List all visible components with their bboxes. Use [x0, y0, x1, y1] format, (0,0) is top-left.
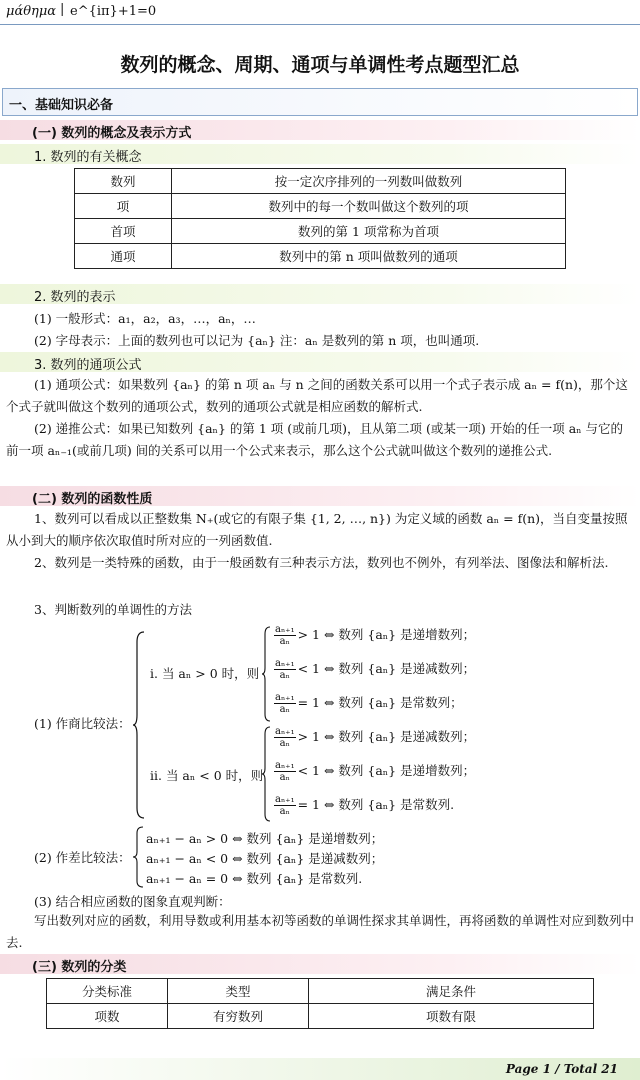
quotient-row — [272, 624, 475, 647]
general-formula-text: (1) 通项公式：如果数列 {aₙ} 的第 n 项 aₙ 与 n 之间的函数关系可以用一个式子表示成 aₙ = f(n)，那个这个式子就叫做这个数列的通项公式，数列的通项公式就是相应函数的解析式. — [6, 377, 628, 414]
table-cell: 通项 — [75, 244, 172, 269]
table-cell: 项 — [75, 194, 172, 219]
concept-table — [74, 168, 566, 269]
left-brace-icon — [261, 626, 271, 722]
page-footer — [0, 1058, 640, 1080]
table-row — [75, 169, 566, 194]
table-cell: 数列中的每一个数叫做这个数列的项 — [172, 194, 566, 219]
fraction-denominator: aₙ — [279, 670, 290, 681]
quotient-row — [272, 794, 454, 817]
table-cell: 按一定次序排列的一列数叫做数列 — [172, 169, 566, 194]
quotient-rule: < 1 ⇔ 数列 {aₙ} 是递减数列； — [297, 661, 476, 676]
fraction-denominator: aₙ — [279, 806, 290, 817]
fraction-numerator: aₙ₊₁ — [275, 760, 295, 771]
page-header — [0, 0, 640, 25]
function-property-2: 2、数列是一类特殊的函数，由于一般函数有三种表示方法，数列也不例外，有列举法、图像法和解析法. — [34, 555, 609, 570]
rep-general: (1) 一般形式：a₁，a₂，a₃，…，aₙ，… — [34, 311, 256, 326]
classification-table — [46, 978, 594, 1029]
quotient-row — [272, 692, 463, 715]
table-cell: 项数 — [47, 1004, 168, 1029]
brand-logo-text: μάθημα — [6, 4, 57, 19]
page-number: Page 1 / Total 21 — [505, 1062, 618, 1076]
case-negative: ⅱ. 当 aₙ < 0 时，则 — [150, 768, 264, 783]
ratio-fraction — [274, 692, 296, 715]
table-header-row — [47, 979, 594, 1004]
subsection-title: (一) 数列的概念及表示方式 — [32, 126, 192, 141]
table-cell: 项数有限 — [309, 1004, 594, 1029]
quotient-rule: > 1 ⇔ 数列 {aₙ} 是递减数列； — [297, 729, 476, 744]
quotient-rule: = 1 ⇔ 数列 {aₙ} 是常数列. — [297, 797, 455, 812]
header-formula: e^{iπ}+1=0 — [70, 4, 157, 19]
table-row — [75, 244, 566, 269]
fraction-numerator: aₙ₊₁ — [275, 726, 295, 737]
fraction-denominator: aₙ — [279, 704, 290, 715]
table-row — [75, 194, 566, 219]
section-heading-label: 一、基础知识必备 — [9, 98, 114, 113]
difference-rule: aₙ₊₁ − aₙ = 0 ⇔ 数列 {aₙ} 是常数列. — [146, 871, 363, 886]
table-cell: 数列 — [75, 169, 172, 194]
recursive-formula-text: (2) 递推公式：如果已知数列 {aₙ} 的第 1 项 (或前几项)，且从第二项 (或某一项) 开始的任一项 aₙ 与它的前一项 aₙ₋₁(或前几项) 间的关系可以用一个公式来表示，那么这个公式就叫做这个数列的递推公式. — [6, 421, 624, 458]
ratio-fraction — [274, 624, 296, 647]
heading-concepts: 1. 数列的有关概念 — [34, 150, 142, 165]
table-cell: 数列的第 1 项常称为首项 — [172, 219, 566, 244]
heading-general-term: 3. 数列的通项公式 — [34, 358, 142, 373]
difference-rule: aₙ₊₁ − aₙ > 0 ⇔ 数列 {aₙ} 是递增数列； — [146, 831, 384, 846]
table-header-cell: 类型 — [168, 979, 309, 1004]
difference-rule: aₙ₊₁ − aₙ < 0 ⇔ 数列 {aₙ} 是递减数列； — [146, 851, 384, 866]
ratio-fraction — [274, 658, 296, 681]
heading-representation: 2. 数列的表示 — [34, 290, 116, 305]
fraction-denominator: aₙ — [279, 636, 290, 647]
quotient-rule: > 1 ⇔ 数列 {aₙ} 是递增数列； — [297, 627, 476, 642]
rep-letter: (2) 字母表示：上面的数列也可以记为 {aₙ} 注：aₙ 是数列的第 n 项，也叫通项. — [34, 333, 480, 348]
fraction-denominator: aₙ — [279, 772, 290, 783]
quotient-row — [272, 658, 475, 681]
quotient-rule: = 1 ⇔ 数列 {aₙ} 是常数列； — [297, 695, 463, 710]
graph-method-text: 写出数列对应的函数，利用导数或利用基本初等函数的单调性探求其单调性，再将函数的单调性对应到数列中去. — [6, 913, 635, 950]
quotient-method-label: (1) 作商比较法： — [34, 716, 131, 731]
table-cell: 数列中的第 n 项叫做数列的通项 — [172, 244, 566, 269]
left-brace-icon — [132, 826, 144, 888]
left-brace-icon — [132, 630, 146, 820]
graph-method-label: (3) 结合相应函数的图象直观判断： — [34, 894, 231, 909]
fraction-numerator: aₙ₊₁ — [275, 658, 295, 669]
page-title: 数列的概念、周期、通项与单调性考点题型汇总 — [120, 54, 520, 76]
ratio-fraction — [274, 760, 296, 783]
quotient-row — [272, 726, 475, 749]
table-cell: 有穷数列 — [168, 1004, 309, 1029]
quotient-row — [272, 760, 475, 783]
header-separator: | — [60, 2, 65, 17]
function-property-3: 3、判断数列的单调性的方法 — [34, 602, 192, 617]
fraction-denominator: aₙ — [279, 738, 290, 749]
fraction-numerator: aₙ₊₁ — [275, 794, 295, 805]
fraction-numerator: aₙ₊₁ — [275, 692, 295, 703]
table-header-cell: 满足条件 — [309, 979, 594, 1004]
subsection-title: (三) 数列的分类 — [32, 960, 127, 975]
table-header-cell: 分类标准 — [47, 979, 168, 1004]
table-row — [75, 219, 566, 244]
case-positive: ⅰ. 当 aₙ > 0 时，则 — [150, 666, 260, 681]
table-cell: 首项 — [75, 219, 172, 244]
fraction-numerator: aₙ₊₁ — [275, 624, 295, 635]
ratio-fraction — [274, 794, 296, 817]
difference-method-label: (2) 作差比较法： — [34, 850, 131, 865]
left-brace-icon — [261, 726, 271, 822]
section-heading — [2, 88, 638, 116]
table-row — [47, 1004, 594, 1029]
quotient-rule: < 1 ⇔ 数列 {aₙ} 是递增数列； — [297, 763, 476, 778]
subsection-title: (二) 数列的函数性质 — [32, 492, 153, 507]
ratio-fraction — [274, 726, 296, 749]
function-property-1: 1、数列可以看成以正整数集 N₊(或它的有限子集 {1, 2, …, n}) 为定义域的函数 aₙ = f(n)，当自变量按照从小到大的顺序依次取值时所对应的一列函数值. — [6, 511, 628, 548]
